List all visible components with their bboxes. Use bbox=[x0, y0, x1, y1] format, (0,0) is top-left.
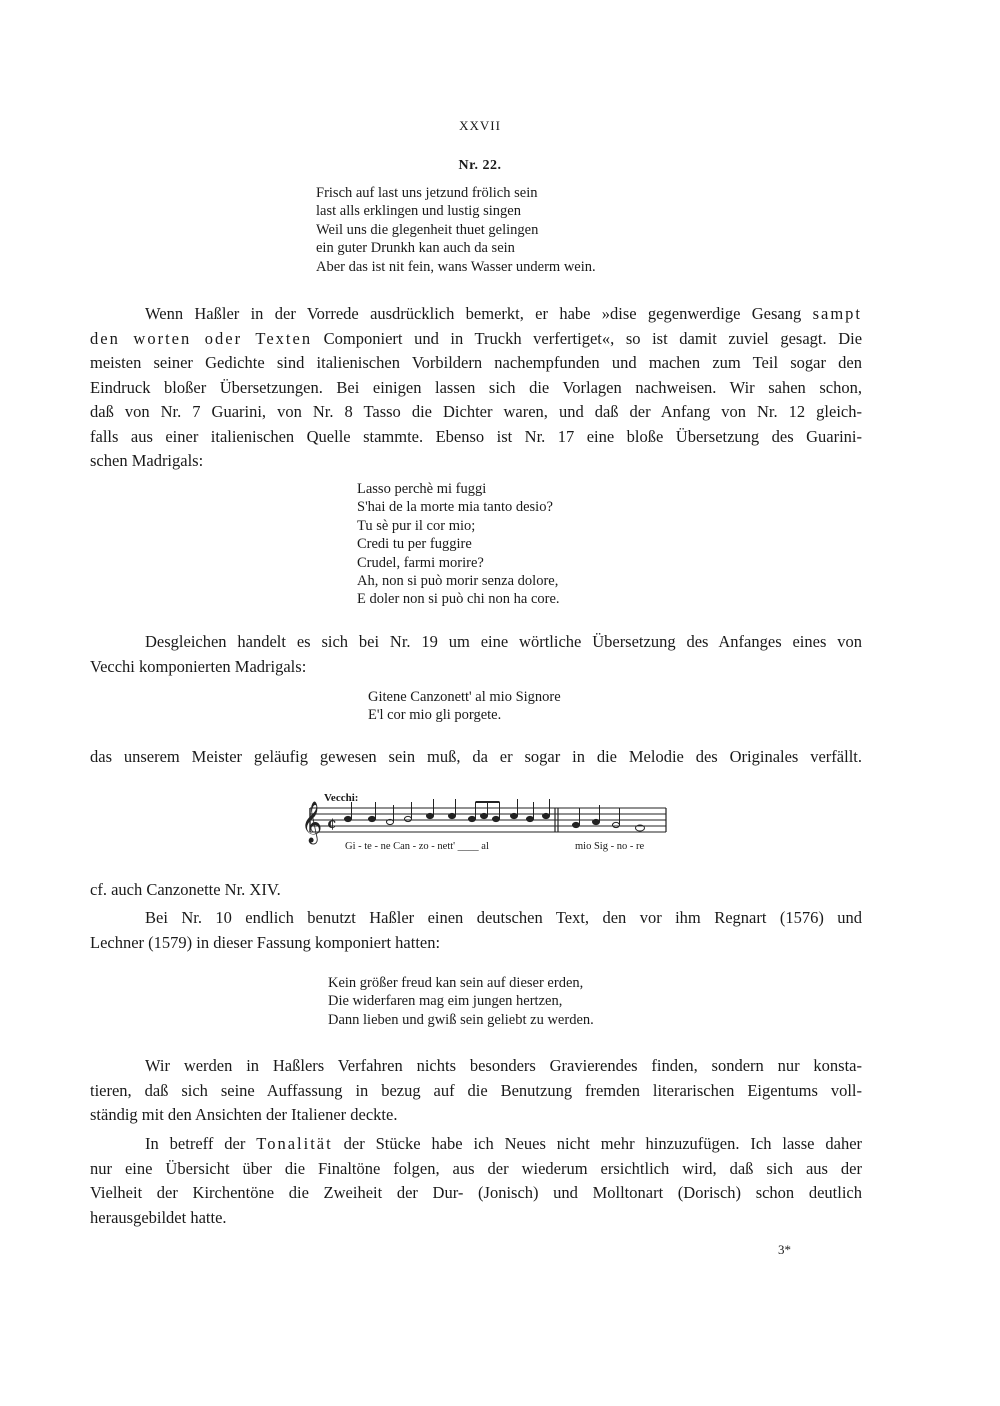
text-line: daß von Nr. 7 Guarini, von Nr. 8 Tasso die Dichter waren, und daß der Anfang von Nr. 12 gleich- bbox=[90, 402, 862, 421]
vecchi-verse bbox=[368, 688, 561, 725]
poem-22-verse bbox=[316, 184, 596, 276]
verse-line: Frisch auf last uns jetzund frölich sein bbox=[316, 185, 538, 201]
verse-line: Tu sè pur il cor mio; bbox=[357, 517, 476, 534]
verse-line: Gitene Canzonett' al mio Signore bbox=[368, 689, 561, 705]
text-line: Desgleichen handelt es sich bei Nr. 19 um eine wörtliche Übersetzung des Anfanges eines von bbox=[145, 632, 862, 651]
verse-line: Ah, non si può morir senza dolore, bbox=[357, 573, 559, 590]
paragraph-verfahren bbox=[90, 1054, 862, 1128]
common-time-icon: ¢ bbox=[327, 816, 337, 832]
paragraph-vecchi bbox=[90, 630, 862, 679]
verse-line: ein guter Drunkh kan auch da sein bbox=[316, 240, 515, 257]
verse-line: E doler non si può chi non ha core. bbox=[357, 591, 560, 608]
music-lyrics-part1: Gi - te - ne Can - zo - nett' ____ al bbox=[345, 841, 489, 852]
text-line: tieren, daß sich seine Auffassung in bezug auf die Benutzung fremden literarischen Eigentums voll- bbox=[90, 1080, 862, 1100]
verse-line: Die widerfaren mag eim jungen hertzen, bbox=[328, 993, 563, 1010]
poem-number: Nr. 22. bbox=[458, 158, 502, 173]
text-line: falls aus einer italienischen Quelle stammte. Ebenso ist Nr. 17 eine bloße Übersetzung des Guarini- bbox=[90, 426, 862, 446]
paragraph-melodie bbox=[90, 745, 862, 770]
verse-line: last alls erklingen und lustig singen bbox=[316, 203, 521, 220]
text-line: Bei Nr. 10 endlich benutzt Haßler einen deutschen Text, den vor ihm Regnart (1576) und bbox=[145, 908, 862, 927]
verse-line: Lasso perchè mi fuggi bbox=[357, 481, 487, 497]
page-number: XXVII bbox=[459, 118, 501, 133]
text-line: schen Madrigals: bbox=[90, 451, 204, 470]
text-line: In betreff der Tonalität der Stücke habe ich Neues nicht mehr hinzuzufügen. Ich lasse daher bbox=[145, 1134, 863, 1153]
text-line: Wenn Haßler in der Vorrede ausdrücklich bemerkt, er habe »dise gegenwerdige Gesang sampt bbox=[145, 304, 863, 323]
paragraph-tonalitaet bbox=[90, 1132, 862, 1230]
text-line: cf. auch Canzonette Nr. XIV. bbox=[90, 880, 281, 899]
music-lyrics-part2: mio Sig - no - re bbox=[575, 841, 645, 852]
text-line: herausgebildet hatte. bbox=[90, 1207, 227, 1227]
text-line: Eindruck bloßer Übersetzungen. Bei einigen lassen sich die Vorlagen nachweisen. Wir sahen schon, bbox=[90, 377, 862, 397]
paragraph-vorrede bbox=[90, 302, 862, 474]
verse-line: Kein größer freud kan sein auf dieser erden, bbox=[328, 975, 584, 991]
verse-line: S'hai de la morte mia tanto desio? bbox=[357, 499, 553, 516]
text-line: Wir werden in Haßlers Verfahren nichts besonders Gravierendes finden, sondern nur konsta- bbox=[145, 1056, 862, 1075]
text-line: Vecchi komponierten Madrigals: bbox=[90, 656, 307, 676]
paragraph-regnart bbox=[90, 906, 862, 955]
verse-line: Crudel, farmi morire? bbox=[357, 554, 484, 571]
german-verse bbox=[328, 974, 594, 1029]
text-line: ständig mit den Ansichten der Italiener deckte. bbox=[90, 1105, 398, 1124]
guarini-madrigal bbox=[357, 480, 560, 609]
verse-line: Aber das ist nit fein, wans Wasser underm wein. bbox=[316, 258, 596, 275]
signature-mark: 3* bbox=[778, 1242, 791, 1257]
text-line: das unserem Meister geläufig gewesen sein muß, da er sogar in die Melodie des Originales verfällt. bbox=[90, 747, 862, 766]
paragraph-canzonette bbox=[90, 878, 862, 903]
text-line: nur eine Übersicht über die Finaltöne folgen, aus der wiederum ersichtlich wird, daß sich aus der bbox=[90, 1158, 862, 1178]
verse-line: Credi tu per fuggire bbox=[357, 536, 472, 553]
verse-line: Weil uns die glegenheit thuet gelingen bbox=[316, 221, 539, 238]
text-line: Vielheit der Kirchentöne die Zweiheit der Dur- (Jonisch) und Molltonart (Dorisch) schon deutlich bbox=[90, 1183, 862, 1202]
verse-line: E'l cor mio gli porgete. bbox=[368, 707, 502, 724]
treble-clef-icon: 𝄞 bbox=[301, 802, 323, 843]
text-line: den worten oder Texten Componiert und in Truckh verfertiget«, so ist damit zuviel gesagt. Die bbox=[90, 328, 863, 348]
verse-line: Dann lieben und gwiß sein geliebt zu werden. bbox=[328, 1011, 594, 1028]
text-line: meisten seiner Gedichte sind italienischen Vorbildern nachempfunden und machen zum Teil sogar den bbox=[90, 353, 862, 372]
text-line: Lechner (1579) in dieser Fassung komponiert hatten: bbox=[90, 932, 441, 952]
music-example-label: Vecchi: bbox=[324, 792, 359, 804]
